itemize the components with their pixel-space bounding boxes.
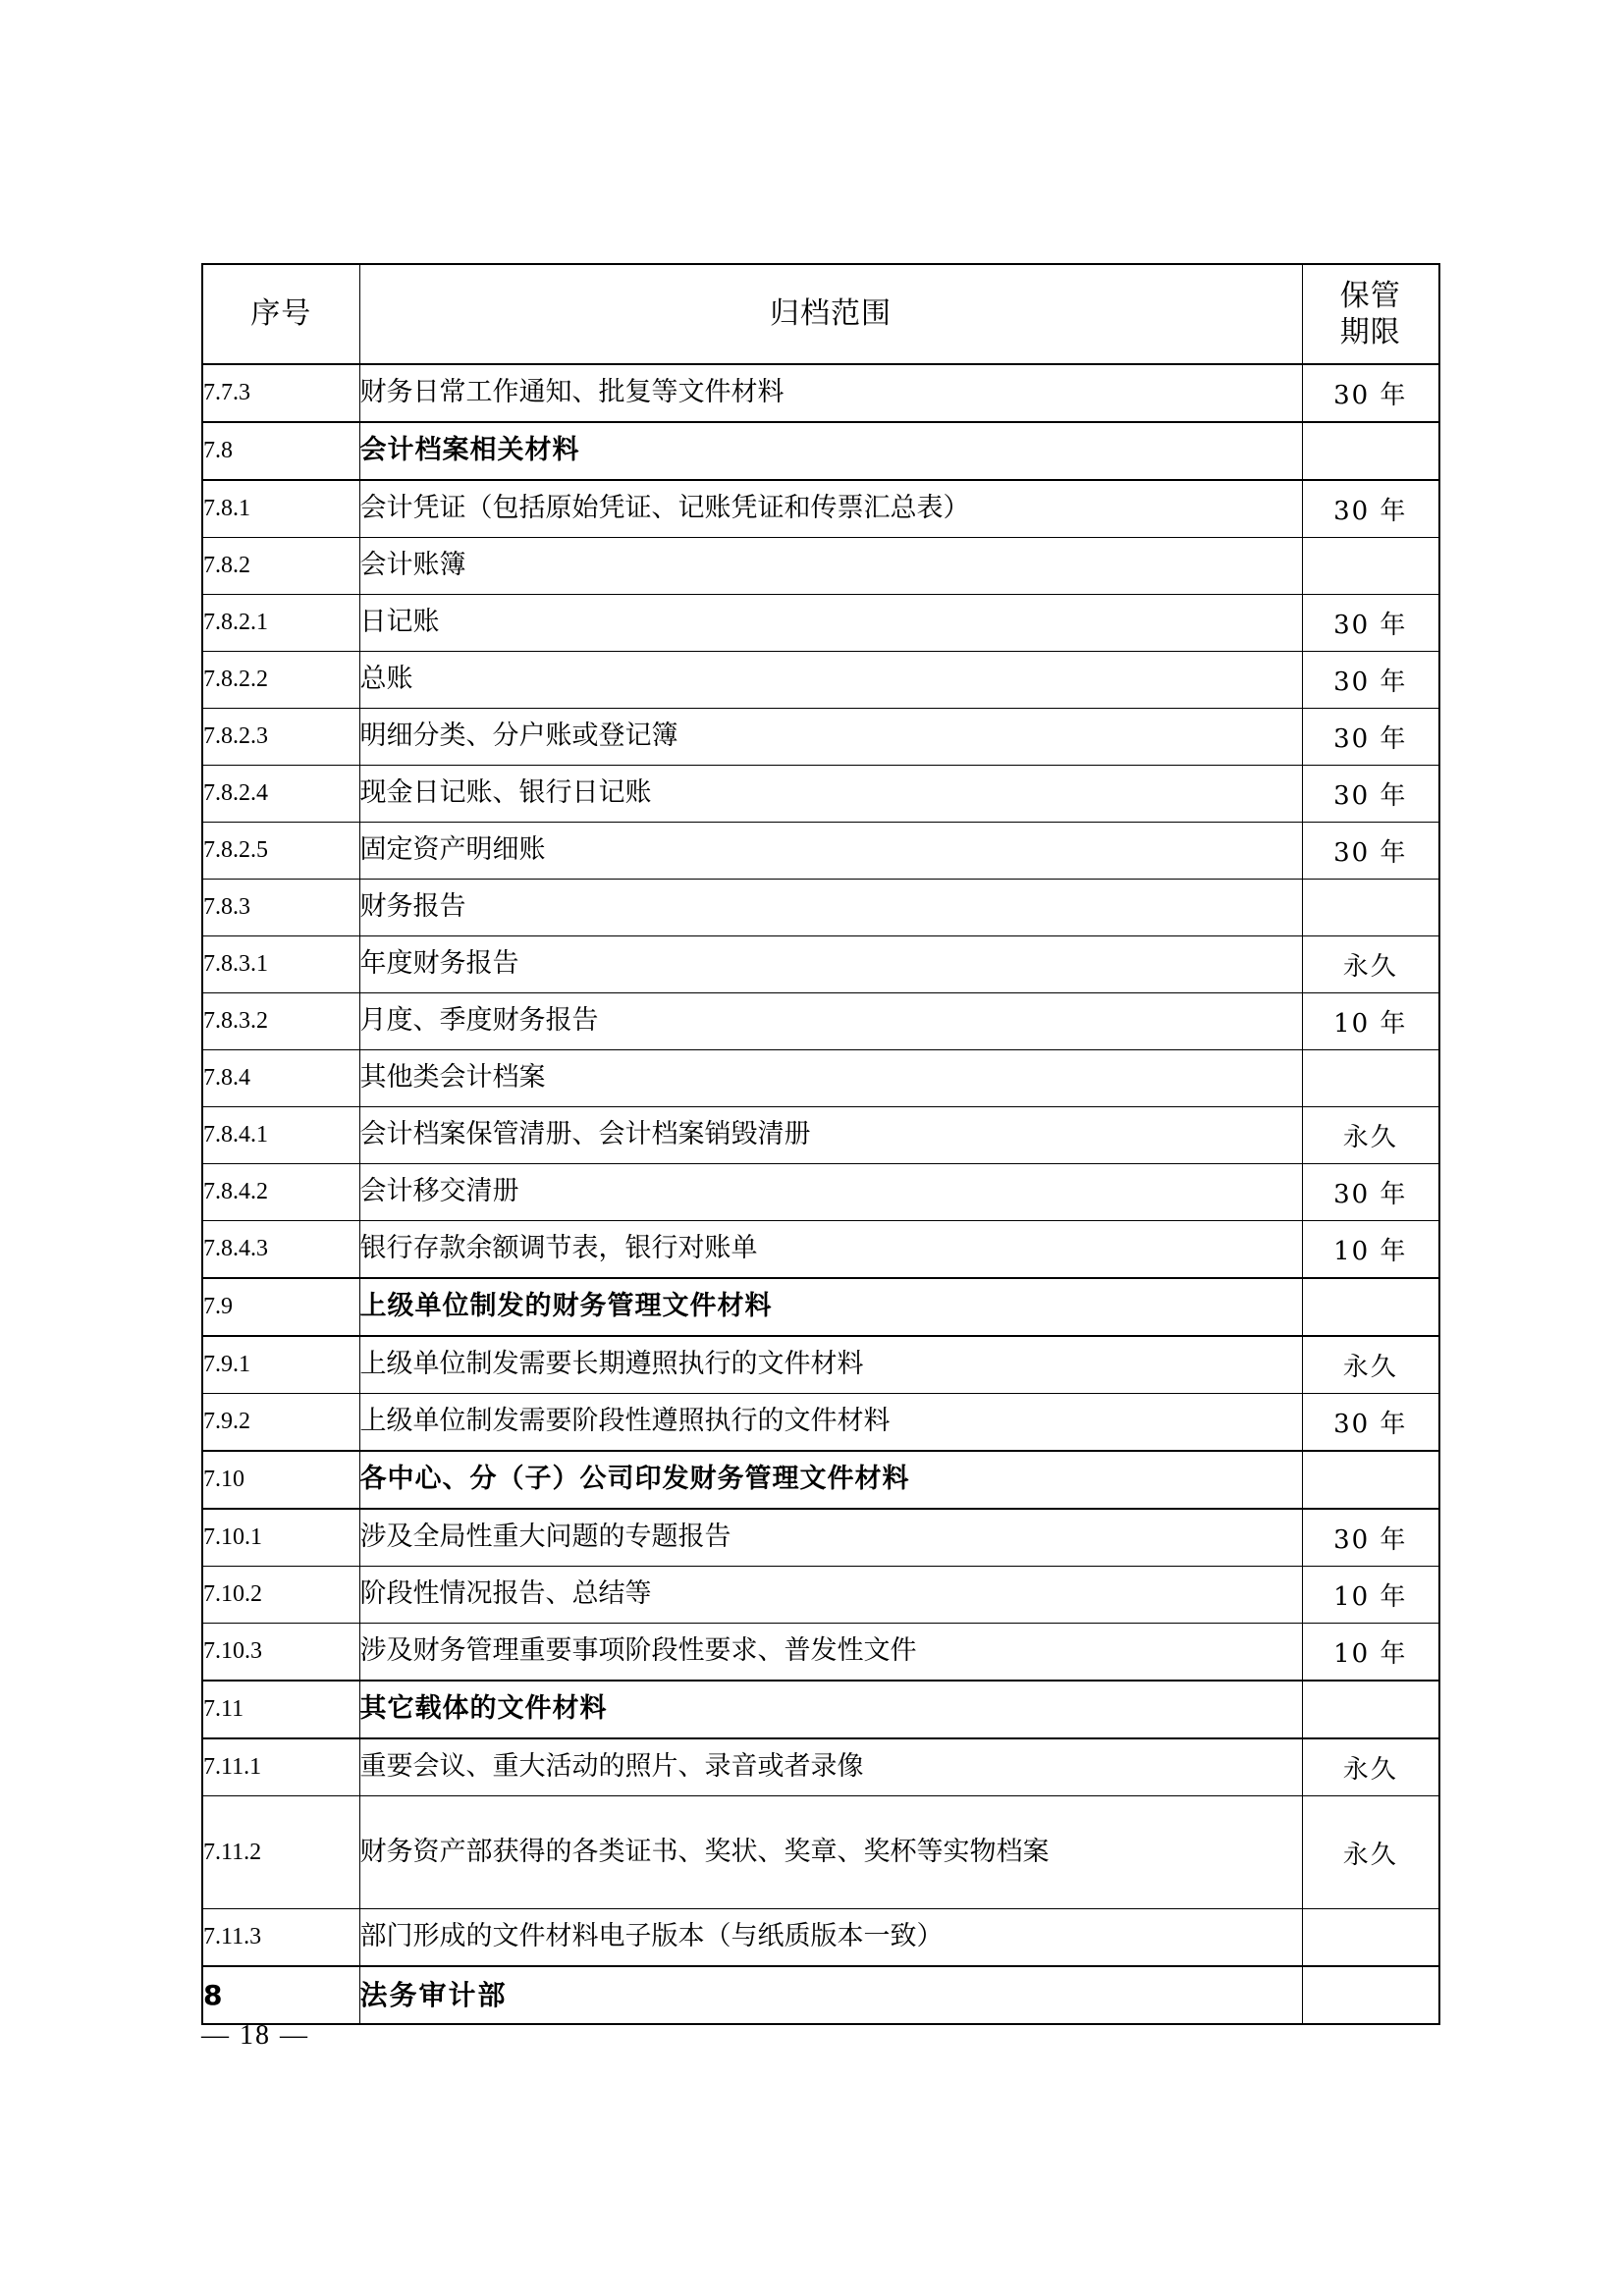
table-row bbox=[202, 1966, 1439, 2024]
cell-retention-term: 30 年 bbox=[1302, 823, 1439, 880]
cell-sequence: 7.8.2.3 bbox=[202, 709, 359, 766]
table-row bbox=[202, 1278, 1439, 1336]
cell-archive-scope: 上级单位制发的财务管理文件材料 bbox=[359, 1278, 1302, 1336]
table-row bbox=[202, 1909, 1439, 1967]
cell-retention-term: 永久 bbox=[1302, 1336, 1439, 1394]
table-row bbox=[202, 1050, 1439, 1107]
table-header bbox=[202, 264, 1439, 364]
cell-archive-scope: 明细分类、分户账或登记簿 bbox=[359, 709, 1302, 766]
table-row bbox=[202, 1451, 1439, 1509]
cell-retention-term: 30 年 bbox=[1302, 1509, 1439, 1567]
table-row bbox=[202, 652, 1439, 709]
cell-retention-term: 永久 bbox=[1302, 936, 1439, 993]
table-body bbox=[202, 364, 1439, 2024]
column-header-archive-scope: 归档范围 bbox=[359, 264, 1302, 364]
column-header-retention-term-line1: 保管 bbox=[1339, 278, 1401, 313]
cell-archive-scope: 会计档案保管清册、会计档案销毁清册 bbox=[359, 1107, 1302, 1164]
cell-sequence: 7.8.3.2 bbox=[202, 993, 359, 1050]
cell-retention-term bbox=[1302, 1050, 1439, 1107]
cell-sequence: 7.8.2.5 bbox=[202, 823, 359, 880]
cell-sequence: 7.8.4.3 bbox=[202, 1221, 359, 1279]
cell-archive-scope: 会计账簿 bbox=[359, 538, 1302, 595]
cell-sequence: 7.9.1 bbox=[202, 1336, 359, 1394]
cell-archive-scope: 阶段性情况报告、总结等 bbox=[359, 1567, 1302, 1624]
cell-sequence: 7.11.2 bbox=[202, 1796, 359, 1909]
cell-archive-scope: 上级单位制发需要阶段性遵照执行的文件材料 bbox=[359, 1394, 1302, 1452]
cell-sequence: 7.8.2 bbox=[202, 538, 359, 595]
cell-retention-term bbox=[1302, 1451, 1439, 1509]
cell-sequence: 7.11 bbox=[202, 1681, 359, 1738]
cell-archive-scope: 总账 bbox=[359, 652, 1302, 709]
table-row bbox=[202, 709, 1439, 766]
cell-retention-term bbox=[1302, 1909, 1439, 1967]
cell-retention-term: 30 年 bbox=[1302, 595, 1439, 652]
cell-archive-scope: 固定资产明细账 bbox=[359, 823, 1302, 880]
cell-sequence: 7.8.3 bbox=[202, 880, 359, 936]
table-row bbox=[202, 480, 1439, 538]
table-row bbox=[202, 1221, 1439, 1279]
table-header-row bbox=[202, 264, 1439, 364]
cell-sequence: 7.8 bbox=[202, 422, 359, 480]
table-row bbox=[202, 936, 1439, 993]
table-row bbox=[202, 993, 1439, 1050]
column-header-retention-term bbox=[1302, 264, 1439, 364]
cell-sequence: 7.10.3 bbox=[202, 1624, 359, 1682]
cell-archive-scope: 涉及全局性重大问题的专题报告 bbox=[359, 1509, 1302, 1567]
cell-archive-scope: 月度、季度财务报告 bbox=[359, 993, 1302, 1050]
cell-retention-term: 30 年 bbox=[1302, 709, 1439, 766]
cell-archive-scope: 银行存款余额调节表，银行对账单 bbox=[359, 1221, 1302, 1279]
cell-archive-scope: 财务资产部获得的各类证书、奖状、奖章、奖杯等实物档案 bbox=[359, 1796, 1302, 1909]
table-row bbox=[202, 1738, 1439, 1796]
cell-retention-term bbox=[1302, 880, 1439, 936]
cell-retention-term: 永久 bbox=[1302, 1738, 1439, 1796]
cell-archive-scope: 部门形成的文件材料电子版本（与纸质版本一致） bbox=[359, 1909, 1302, 1967]
cell-retention-term: 永久 bbox=[1302, 1796, 1439, 1909]
cell-sequence: 7.11.1 bbox=[202, 1738, 359, 1796]
archive-scope-table bbox=[201, 263, 1440, 2025]
cell-retention-term: 永久 bbox=[1302, 1107, 1439, 1164]
table-row bbox=[202, 595, 1439, 652]
table-row bbox=[202, 1164, 1439, 1221]
page-number: — 18 — bbox=[201, 2020, 309, 2051]
cell-archive-scope: 法务审计部 bbox=[359, 1966, 1302, 2024]
cell-sequence: 7.7.3 bbox=[202, 364, 359, 422]
cell-sequence: 7.8.4.2 bbox=[202, 1164, 359, 1221]
cell-archive-scope: 各中心、分（子）公司印发财务管理文件材料 bbox=[359, 1451, 1302, 1509]
cell-archive-scope: 重要会议、重大活动的照片、录音或者录像 bbox=[359, 1738, 1302, 1796]
cell-sequence: 7.8.2.4 bbox=[202, 766, 359, 823]
cell-sequence: 7.8.3.1 bbox=[202, 936, 359, 993]
cell-archive-scope: 会计移交清册 bbox=[359, 1164, 1302, 1221]
cell-archive-scope: 现金日记账、银行日记账 bbox=[359, 766, 1302, 823]
table-row bbox=[202, 1796, 1439, 1909]
cell-sequence: 8 bbox=[202, 1966, 359, 2024]
table-row bbox=[202, 1509, 1439, 1567]
cell-retention-term: 10 年 bbox=[1302, 993, 1439, 1050]
cell-archive-scope: 涉及财务管理重要事项阶段性要求、普发性文件 bbox=[359, 1624, 1302, 1682]
table-row bbox=[202, 1336, 1439, 1394]
cell-retention-term: 10 年 bbox=[1302, 1624, 1439, 1682]
cell-retention-term: 30 年 bbox=[1302, 652, 1439, 709]
column-header-sequence: 序号 bbox=[202, 264, 359, 364]
cell-archive-scope: 年度财务报告 bbox=[359, 936, 1302, 993]
table-row bbox=[202, 364, 1439, 422]
cell-archive-scope: 其它载体的文件材料 bbox=[359, 1681, 1302, 1738]
cell-sequence: 7.10.1 bbox=[202, 1509, 359, 1567]
table-row bbox=[202, 1681, 1439, 1738]
cell-archive-scope: 其他类会计档案 bbox=[359, 1050, 1302, 1107]
cell-sequence: 7.9.2 bbox=[202, 1394, 359, 1452]
cell-retention-term bbox=[1302, 422, 1439, 480]
cell-sequence: 7.8.4 bbox=[202, 1050, 359, 1107]
cell-retention-term: 30 年 bbox=[1302, 766, 1439, 823]
table-row bbox=[202, 823, 1439, 880]
table-row bbox=[202, 880, 1439, 936]
cell-retention-term: 30 年 bbox=[1302, 364, 1439, 422]
cell-archive-scope: 会计档案相关材料 bbox=[359, 422, 1302, 480]
cell-retention-term bbox=[1302, 1681, 1439, 1738]
table-row bbox=[202, 538, 1439, 595]
table-row bbox=[202, 1107, 1439, 1164]
cell-sequence: 7.8.2.2 bbox=[202, 652, 359, 709]
cell-retention-term: 30 年 bbox=[1302, 1164, 1439, 1221]
cell-archive-scope: 财务报告 bbox=[359, 880, 1302, 936]
cell-archive-scope: 上级单位制发需要长期遵照执行的文件材料 bbox=[359, 1336, 1302, 1394]
table-row bbox=[202, 1394, 1439, 1452]
cell-retention-term: 30 年 bbox=[1302, 1394, 1439, 1452]
cell-sequence: 7.8.4.1 bbox=[202, 1107, 359, 1164]
archive-scope-table-container bbox=[201, 263, 1438, 2025]
table-row bbox=[202, 766, 1439, 823]
cell-sequence: 7.10 bbox=[202, 1451, 359, 1509]
cell-sequence: 7.10.2 bbox=[202, 1567, 359, 1624]
cell-sequence: 7.8.1 bbox=[202, 480, 359, 538]
cell-retention-term: 10 年 bbox=[1302, 1221, 1439, 1279]
cell-retention-term: 10 年 bbox=[1302, 1567, 1439, 1624]
cell-archive-scope: 财务日常工作通知、批复等文件材料 bbox=[359, 364, 1302, 422]
cell-sequence: 7.11.3 bbox=[202, 1909, 359, 1967]
table-row bbox=[202, 422, 1439, 480]
column-header-retention-term-line2: 期限 bbox=[1339, 315, 1401, 349]
cell-retention-term bbox=[1302, 1966, 1439, 2024]
cell-retention-term: 30 年 bbox=[1302, 480, 1439, 538]
cell-archive-scope: 日记账 bbox=[359, 595, 1302, 652]
cell-sequence: 7.9 bbox=[202, 1278, 359, 1336]
cell-retention-term bbox=[1302, 538, 1439, 595]
cell-archive-scope: 会计凭证（包括原始凭证、记账凭证和传票汇总表） bbox=[359, 480, 1302, 538]
table-row bbox=[202, 1624, 1439, 1682]
cell-retention-term bbox=[1302, 1278, 1439, 1336]
cell-sequence: 7.8.2.1 bbox=[202, 595, 359, 652]
table-row bbox=[202, 1567, 1439, 1624]
